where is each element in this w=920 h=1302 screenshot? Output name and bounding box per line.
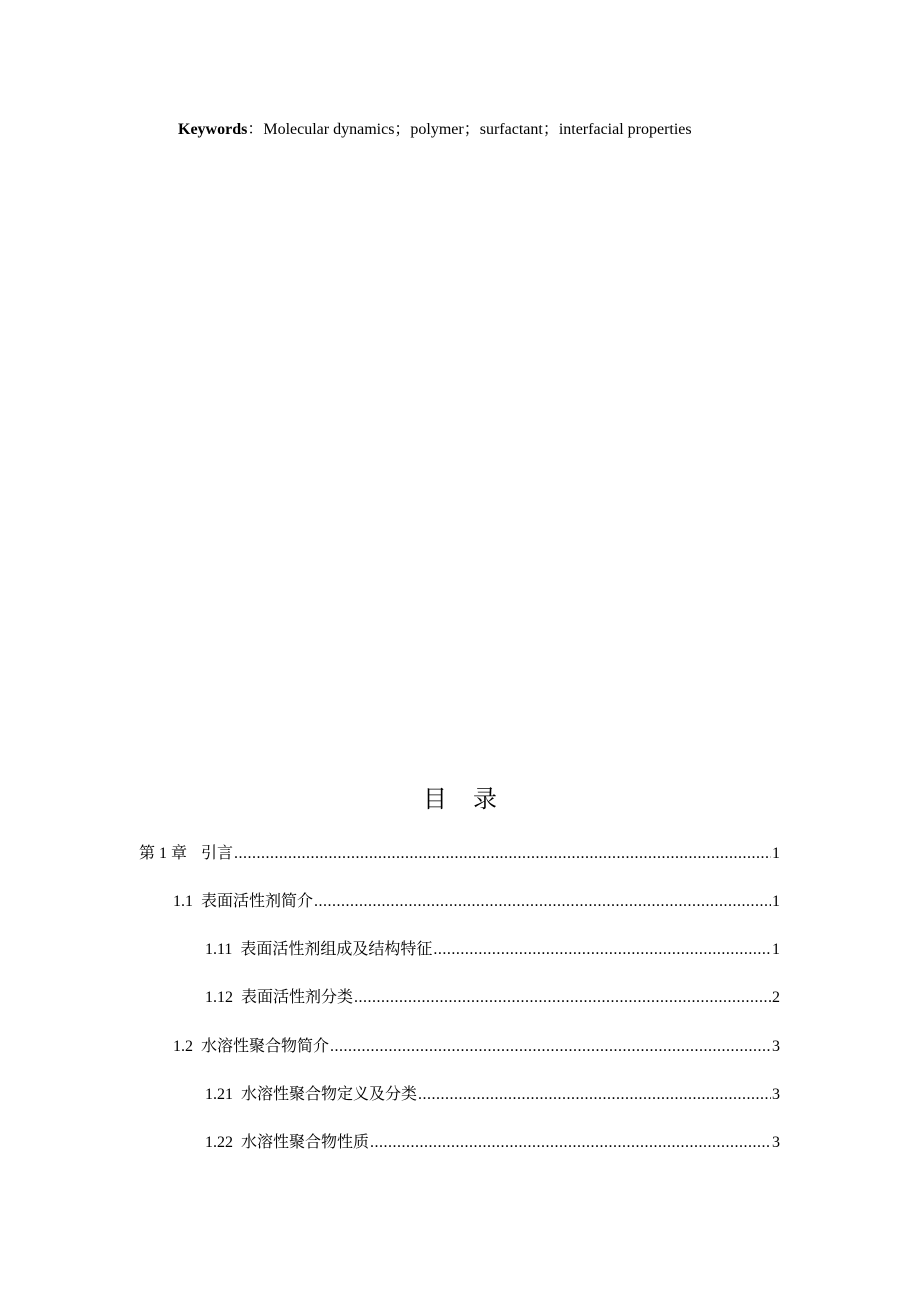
toc-entry-1-1[interactable] [173,891,780,913]
toc-entry-number: 1.11 [205,941,233,958]
toc-entry-page: 2 [772,989,780,1006]
toc-entry-number: 第 1 章 [139,845,188,862]
toc-title-part2: 录 [473,785,497,813]
toc-entry-number: 1.21 [205,1086,233,1103]
keywords-label: Keywords [178,121,248,138]
toc-leader-dots [330,1036,771,1058]
toc-entry-number: 1.22 [205,1134,233,1151]
toc-entry-1-12[interactable] [205,987,780,1009]
toc-leader-dots [370,1132,771,1154]
toc-entry-label: 表面活性剂分类 [241,989,354,1006]
keywords-text: Molecular dynamics；polymer；surfactant；interfacial properties [263,121,692,138]
toc-entry-label: 水溶性聚合物简介 [201,1038,330,1055]
toc-entry-label: 水溶性聚合物性质 [241,1134,370,1151]
keywords-separator: ： [247,121,264,138]
toc-entry-page: 3 [772,1038,780,1055]
toc-entry-label: 表面活性剂简介 [201,893,314,910]
toc-entry-label: 表面活性剂组成及结构特征 [240,941,433,958]
toc-entry-page: 1 [772,845,780,862]
toc-leader-dots [234,843,771,865]
toc-entry-1-11[interactable] [205,939,780,961]
toc-entry-1-22[interactable] [205,1132,780,1154]
toc-leader-dots [314,891,771,913]
toc-entry-page: 3 [772,1134,780,1151]
toc-entry-number: 1.1 [173,893,193,910]
toc-entry-number: 1.12 [205,989,233,1006]
toc-leader-dots [354,987,771,1009]
keywords-line [178,118,692,142]
toc-entry-page: 1 [772,941,780,958]
toc-entry-label: 引言 [201,845,234,862]
toc-leader-dots [433,939,771,961]
toc-entry-number: 1.2 [173,1038,193,1055]
toc-entry-label: 水溶性聚合物定义及分类 [241,1086,418,1103]
toc-entry-page: 1 [772,893,780,910]
toc-entry-1-2[interactable] [173,1036,780,1058]
toc-entry-1-21[interactable] [205,1084,780,1106]
toc-leader-dots [418,1084,771,1106]
toc-title [0,782,920,816]
toc-entry-page: 3 [772,1086,780,1103]
toc-title-part1: 目 [423,785,447,813]
toc-entry-chapter-1[interactable] [139,843,780,865]
